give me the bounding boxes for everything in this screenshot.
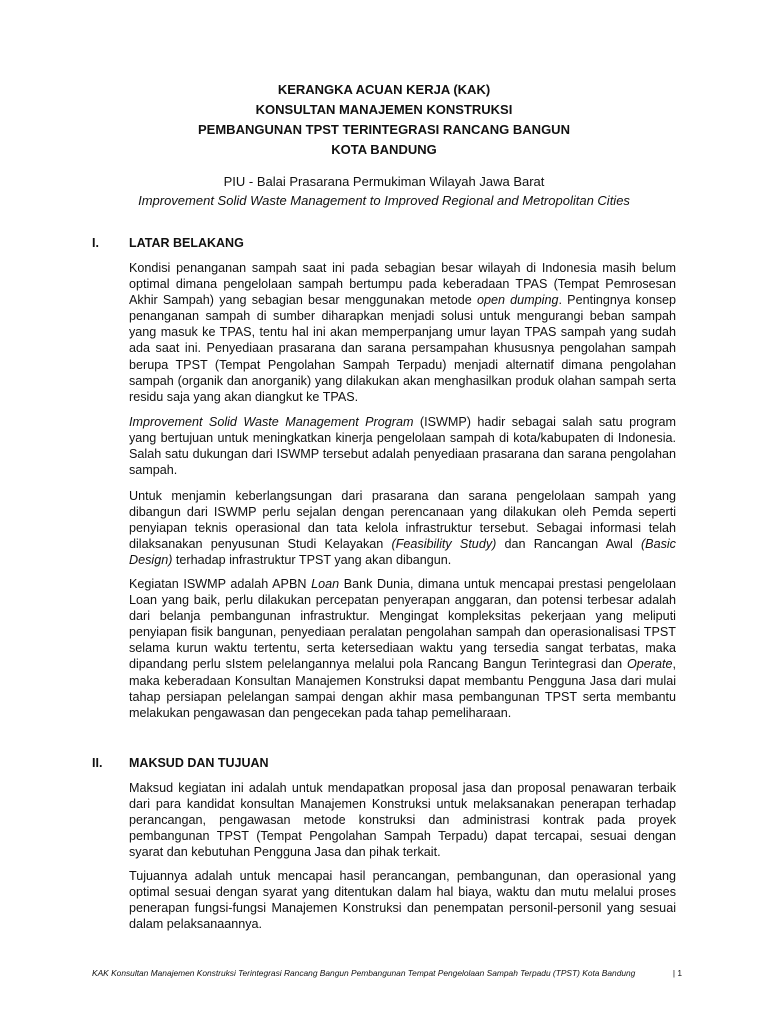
section-1-paragraph-4	[129, 576, 676, 721]
section-1-heading	[92, 236, 244, 250]
section-2-heading	[92, 756, 269, 770]
text-run-italic: (Basic Design)	[129, 537, 676, 568]
text-run: , maka keberadaan Konsultan Manajemen Konstruksi dapat membantu Pengguna Jasa dari mulai tahap persiapan pelelangan sampai dengan akhir masa pembangunan TPST serta membantu melakukan pengawasan dan pengecekan pada tahap pemeliharaan.	[129, 657, 676, 720]
section-2-paragraph-1: Maksud kegiatan ini adalah untuk mendapatkan proposal jasa dan proposal penawaran terbaik dari para kandidat konsultan Manajemen Konstruksi untuk melaksanakan penerapan terhadap perancangan, pengawasan metode konstruksi dan administrasi kontrak pada proyek pembangunan TPST (Tempat Pengolahan Sampah Terpadu) dapat tercapai, sesuai dengan syarat dan kebutuhan Pengguna Jasa dan pihak terkait.	[129, 781, 676, 860]
text-run-italic: Loan	[311, 577, 340, 591]
text-run: Kondisi penanganan sampah saat ini pada sebagian besar wilayah di Indonesia masih belum optimal dimana pengelolaan sampah bertumpu pada keberadaan TPAS (Tempat Pemrosesan Akhir Sampah) yang sebagian besar menggunakan metode	[129, 261, 676, 308]
section-2-number: II.	[92, 756, 103, 770]
text-run: Untuk menjamin keberlangsungan dari prasarana dan sarana pengelolaan sampah yang dibangun dari ISWMP perlu sejalan dengan perencanaan yang dilakukan oleh Pemda seperti penyiapan teknis operasional dan tata kelola infrastruktur tersebut. Sebagai informasi telah dilaksanakan penyusunan Studi Kelayakan	[129, 489, 676, 552]
section-1-paragraph-1	[129, 260, 676, 405]
text-run: . Pentingnya konsep penanganan sampah di sumber diharapkan menjadi solusi untuk mengurangi beban sampah yang masuk ke TPAS, tentu hal ini akan memperpanjang umur layan TPAS sampah yang sudah ada saat ini. Penyediaan prasarana dan sarana persampahan khususnya pengolahan sampah berupa TPST (Tempat Pengolahan Sampah Terpadu) menjadi alternatif dimana pengolahan sampah (organik dan anorganik) yang dilakukan akan menghasilkan produk olahan sampah serta residu saja yang akan diangkut ke TPAS.	[129, 293, 677, 404]
text-run: Kegiatan ISWMP adalah APBN	[129, 577, 312, 591]
page-footer	[92, 968, 682, 978]
section-2-title: MAKSUD DAN TUJUAN	[129, 756, 269, 770]
text-run: (ISWMP) hadir sebagai salah satu program yang bertujuan untuk meningkatkan kinerja pengelolaan sampah di kota/kabupaten di Indonesia. Salah satu dukungan dari ISWMP tersebut adalah penyediaan prasarana dan sarana pengolahan sampah.	[129, 415, 676, 478]
title-line-3: PEMBANGUNAN TPST TERINTEGRASI RANCANG BANGUN	[198, 122, 570, 137]
text-run-italic: Improvement Solid Waste Management Program	[129, 415, 414, 429]
text-run-italic: open dumping	[476, 293, 559, 308]
title-line-4: KOTA BANDUNG	[331, 142, 437, 157]
section-1-paragraph-3	[129, 488, 676, 568]
section-2-paragraph-2: Tujuannya adalah untuk mencapai hasil perancangan, pembangunan, dan operasional yang optimal sesuai dengan syarat yang ditentukan dalam hal biaya, waktu dan mutu melalui proses penerapan fungsi-fungsi Manajemen Konstruksi dan penempatan personil-personil yang sesuai dalam pelaksanaannya.	[129, 869, 676, 932]
text-run-italic: (Feasibility Study)	[391, 537, 497, 552]
title-line-2: KONSULTAN MANAJEMEN KONSTRUKSI	[255, 102, 513, 117]
program-line: Improvement Solid Waste Management to Improved Regional and Metropolitan Cities	[138, 193, 630, 208]
text-run: dan Rancangan Awal	[496, 537, 641, 552]
section-1-title: LATAR BELAKANG	[129, 236, 244, 250]
text-run: Bank Dunia, dimana untuk mencapai prestasi pengelolaan Loan yang baik, perlu dilakukan percepatan penyerapan anggaran, dan potensi terbesar adalah dari belanja pembangunan infrastruktur. Mengingat kompleksitas pekerjaan yang meliputi penyiapan fisik bangunan, penyediaan peralatan pengolahan sampah dan operasionalisasi TPST selama kurun waktu tertentu, serta ketersediaan waktu yang tersedia sangat terbatas, maka dipandang perlu sIstem pelelangannya melalui pola Rancang Bangun Terintegrasi dan	[129, 577, 676, 672]
document-subtitle	[0, 172, 768, 210]
text-run-italic: Operate	[626, 657, 673, 672]
document-title	[0, 80, 768, 160]
section-1-paragraph-2	[129, 414, 676, 478]
text-run: terhadap infrastruktur TPST yang akan dibangun.	[172, 553, 452, 568]
piu-line: PIU - Balai Prasarana Permukiman Wilayah Jawa Barat	[223, 174, 545, 189]
title-line-1: KERANGKA ACUAN KERJA (KAK)	[277, 82, 491, 97]
section-1-number: I.	[92, 236, 99, 250]
page-number: | 1	[672, 968, 682, 978]
footer-text: KAK Konsultan Manajemen Konstruksi Terintegrasi Rancang Bangun Pembangunan Tempat Pengelolaan Sampah Terpadu (TPST) Kota Bandung	[92, 968, 636, 978]
